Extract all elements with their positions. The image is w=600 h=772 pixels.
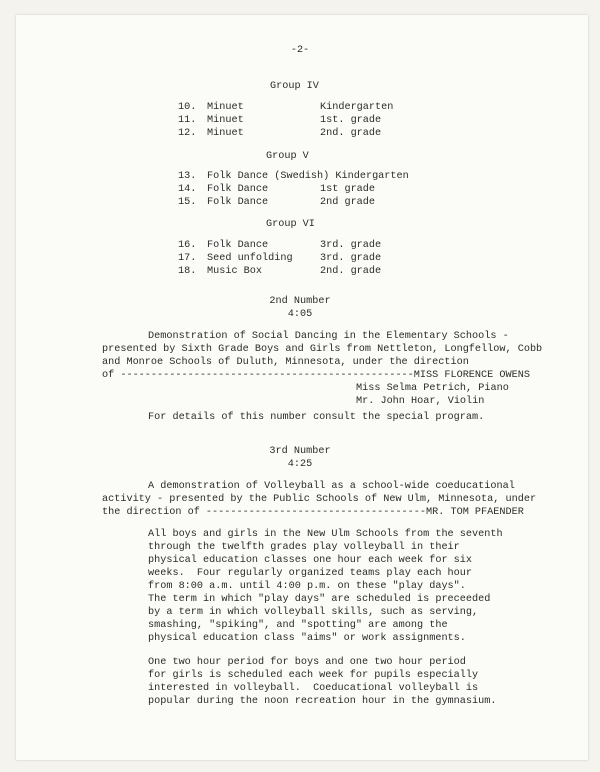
item-number: 18.: [178, 266, 197, 277]
credit-line: Miss Selma Petrich, Piano: [356, 383, 509, 394]
item-name: Minuet: [207, 102, 244, 113]
item-name: Folk Dance: [207, 184, 269, 195]
item-number: 10.: [178, 102, 197, 113]
item-grade: 3rd. grade: [320, 240, 382, 251]
paragraph-line: for girls is scheduled each week for pupils especially: [148, 670, 479, 681]
paragraph-line: One two hour period for boys and one two hour period: [148, 657, 466, 668]
paragraph-line: All boys and girls in the New Ulm Schools from the seventh: [148, 529, 503, 540]
group-title: Group V: [266, 151, 309, 162]
item-number: 11.: [178, 115, 197, 126]
item-name: Folk Dance: [207, 240, 269, 251]
paragraph-line: activity - presented by the Public Schools of New Ulm, Minnesota, under: [102, 494, 537, 505]
paragraph-line: weeks. Four regularly organized teams play each hour: [148, 568, 473, 579]
paragraph-line: of ------------------------------------------------MISS FLORENCE OWENS: [102, 370, 530, 381]
group-title: Group VI: [266, 219, 315, 230]
page-number: -2-: [290, 45, 310, 56]
item-grade: 2nd. grade: [320, 128, 382, 139]
paragraph-line: physical education class "aims" or work assignments.: [148, 633, 466, 644]
item-name: Minuet: [207, 115, 244, 126]
item-number: 13.: [178, 171, 197, 182]
item-name: Seed unfolding: [207, 253, 293, 264]
paragraph-line: and Monroe Schools of Duluth, Minnesota, under the direction: [102, 357, 469, 368]
paragraph-line: The term in which "play days" are scheduled is preceeded: [148, 594, 491, 605]
item-number: 14.: [178, 184, 197, 195]
paragraph-line: interested in volleyball. Coeducational volleyball is: [148, 683, 479, 694]
item-grade: 2nd grade: [320, 197, 376, 208]
paragraph-line: the direction of ------------------------------------MR. TOM PFAENDER: [102, 507, 524, 518]
item-name: Folk Dance (Swedish) Kindergarten: [207, 171, 409, 182]
item-grade: 1st. grade: [320, 115, 382, 126]
paragraph-line: popular during the noon recreation hour in the gymnasium.: [148, 696, 497, 707]
item-number: 16.: [178, 240, 197, 251]
item-name: Music Box: [207, 266, 263, 277]
section-time: 4:05: [287, 309, 313, 320]
paragraph-line: smashing, "spiking", and "spotting" are among the: [148, 620, 448, 631]
item-grade: Kindergarten: [320, 102, 394, 113]
credit-line: Mr. John Hoar, Violin: [356, 396, 485, 407]
item-number: 12.: [178, 128, 197, 139]
item-grade: 2nd. grade: [320, 266, 382, 277]
item-name: Folk Dance: [207, 197, 269, 208]
item-number: 17.: [178, 253, 197, 264]
paragraph-line: physical education classes one hour each week for six: [148, 555, 473, 566]
item-grade: 1st grade: [320, 184, 376, 195]
paragraph-line: by a term in which volleyball skills, such as serving,: [148, 607, 479, 618]
paragraph-line: Demonstration of Social Dancing in the Elementary Schools -: [148, 331, 509, 342]
section-heading: 3rd Number: [269, 446, 331, 457]
paragraph-line: through the twelfth grades play volleyball in their: [148, 542, 460, 553]
item-grade: 3rd. grade: [320, 253, 382, 264]
section-time: 4:25: [287, 459, 313, 470]
group-title: Group IV: [270, 81, 319, 92]
item-number: 15.: [178, 197, 197, 208]
paragraph-line: A demonstration of Volleyball as a school-wide coeducational: [148, 481, 515, 492]
paragraph-line: presented by Sixth Grade Boys and Girls from Nettleton, Longfellow, Cobb: [102, 344, 543, 355]
paragraph-line: from 8:00 a.m. until 4:00 p.m. on these "play days".: [148, 581, 466, 592]
item-name: Minuet: [207, 128, 244, 139]
section-heading: 2nd Number: [269, 296, 331, 307]
note-line: For details of this number consult the special program.: [148, 412, 485, 423]
